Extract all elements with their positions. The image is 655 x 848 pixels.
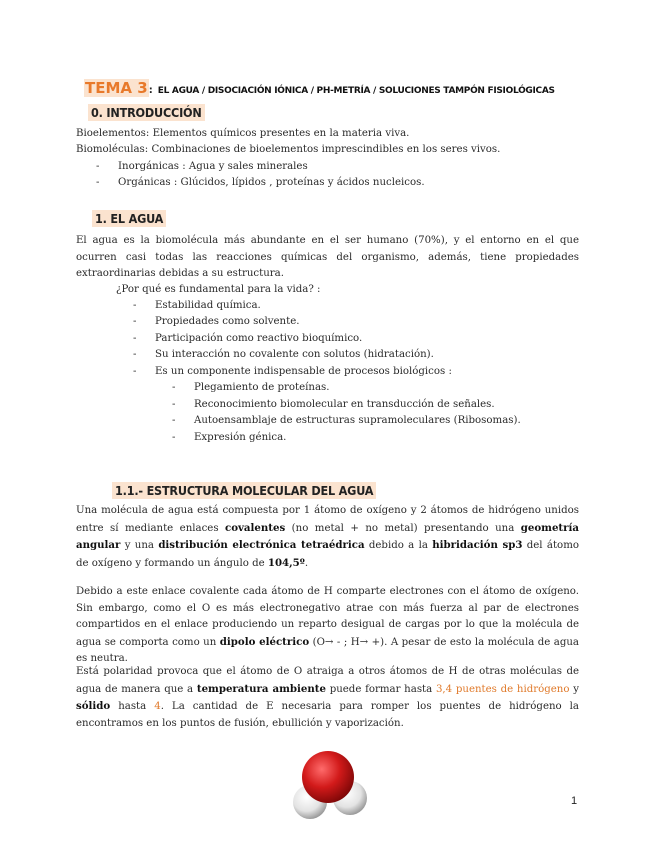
list-item: - Es un componente indispensable de procesos biológicos : xyxy=(133,366,452,377)
intro-line-bioelementos: Bioelementos: Elementos químicos presentes en la materia viva. xyxy=(76,128,410,139)
list-item-text: Autoensamblaje de estructuras supramoleculares (Ribosomas). xyxy=(194,415,521,426)
list-item: - Participación como reactivo bioquímico. xyxy=(133,333,363,344)
estructura-paragraph-2: Debido a este enlace covalente cada átomo de H comparte electrones con el átomo de oxígeno. Sin embargo, como el O es más electronegativo atrae con más fuerza al par de electrones compartidos en el enlace produciendo un reparto desigual de cargas por lo que la molécula de agua se comporta como un dipolo eléctrico (O→ - ; H→ +). A pesar de esto la molécula de agua es neutra. xyxy=(76,586,580,664)
list-item: - Plegamiento de proteínas. xyxy=(172,382,330,393)
list-item-text: Inorgánicas : Agua y sales minerales xyxy=(118,161,308,172)
intro-line-biomoleculas: Biomoléculas: Combinaciones de bioelementos imprescindibles en los seres vivos. xyxy=(76,144,501,155)
list-item: - Expresión génica. xyxy=(172,432,287,443)
page-number: 1 xyxy=(571,795,578,807)
list-item: - Autoensamblaje de estructuras supramoleculares (Ribosomas). xyxy=(172,415,521,426)
list-item-text: Su interacción no covalente con solutos (hidratación). xyxy=(155,349,434,360)
list-item-text: Orgánicas : Glúcidos, lípidos , proteínas y ácidos nucleicos. xyxy=(118,177,425,188)
oxygen-atom xyxy=(302,751,354,803)
list-item-text: Propiedades como solvente. xyxy=(155,316,300,327)
list-item: - Estabilidad química. xyxy=(133,300,261,311)
agua-paragraph: El agua es la biomolécula más abundante en el ser humano (70%), y el entorno en el que ocurren casi todas las reacciones químicas del organismo, además, tiene propiedades extraordinarias debidas a su estructura. xyxy=(76,235,579,279)
list-item-text: Participación como reactivo bioquímico. xyxy=(155,333,363,344)
list-item-text: Reconocimiento biomolecular en transducción de señales. xyxy=(194,399,495,410)
heading-el-agua: 1. EL AGUA xyxy=(92,210,166,227)
water-molecule-image xyxy=(280,735,380,835)
list-item: - Orgánicas : Glúcidos, lípidos , proteínas y ácidos nucleicos. xyxy=(96,177,425,188)
tema-label: TEMA 3 xyxy=(85,79,148,97)
agua-question: ¿Por qué es fundamental para la vida? : xyxy=(116,284,321,295)
estructura-paragraph-3: Está polaridad provoca que el átomo de O atraiga a otros átomos de H de otras moléculas de agua de manera que a temperatura ambiente puede formar hasta 3,4 puentes de hidrógeno y sólido hasta 4. La cantidad de E necesaria para romper los puentes de hidrógeno la encontramos en los puntos de fusión, ebullición y vaporización. xyxy=(76,666,579,729)
list-item-text: Estabilidad química. xyxy=(155,300,261,311)
list-item-text: Es un componente indispensable de procesos biológicos : xyxy=(155,366,452,377)
list-item: - Reconocimiento biomolecular en transducción de señales. xyxy=(172,399,495,410)
title-colon: : xyxy=(148,85,153,96)
heading-introduccion: 0. INTRODUCCIÓN xyxy=(88,104,205,121)
list-item-text: Plegamiento de proteínas. xyxy=(194,382,330,393)
list-item: - Inorgánicas : Agua y sales minerales xyxy=(96,161,308,172)
title-subtitle: EL AGUA / DISOCIACIÓN IÓNICA / PH-METRÍA / SOLUCIONES TAMPÓN FISIOLÓGICAS xyxy=(157,86,555,96)
list-item: - Propiedades como solvente. xyxy=(133,316,300,327)
heading-estructura-molecular: 1.1.- ESTRUCTURA MOLECULAR DEL AGUA xyxy=(112,482,376,499)
estructura-paragraph-1: Una molécula de agua está compuesta por 1 átomo de oxígeno y 2 átomos de hidrógeno unidos entre sí mediante enlaces covalentes (no metal + no metal) presentando una geometría angular y una distribución electrónica tetraédrica debido a la hibridación sp3 del átomo de oxígeno y formando un ángulo de 104,5º. xyxy=(76,505,579,569)
document-title xyxy=(84,78,555,97)
list-item-text: Expresión génica. xyxy=(194,432,287,443)
list-item: - Su interacción no covalente con solutos (hidratación). xyxy=(133,349,434,360)
